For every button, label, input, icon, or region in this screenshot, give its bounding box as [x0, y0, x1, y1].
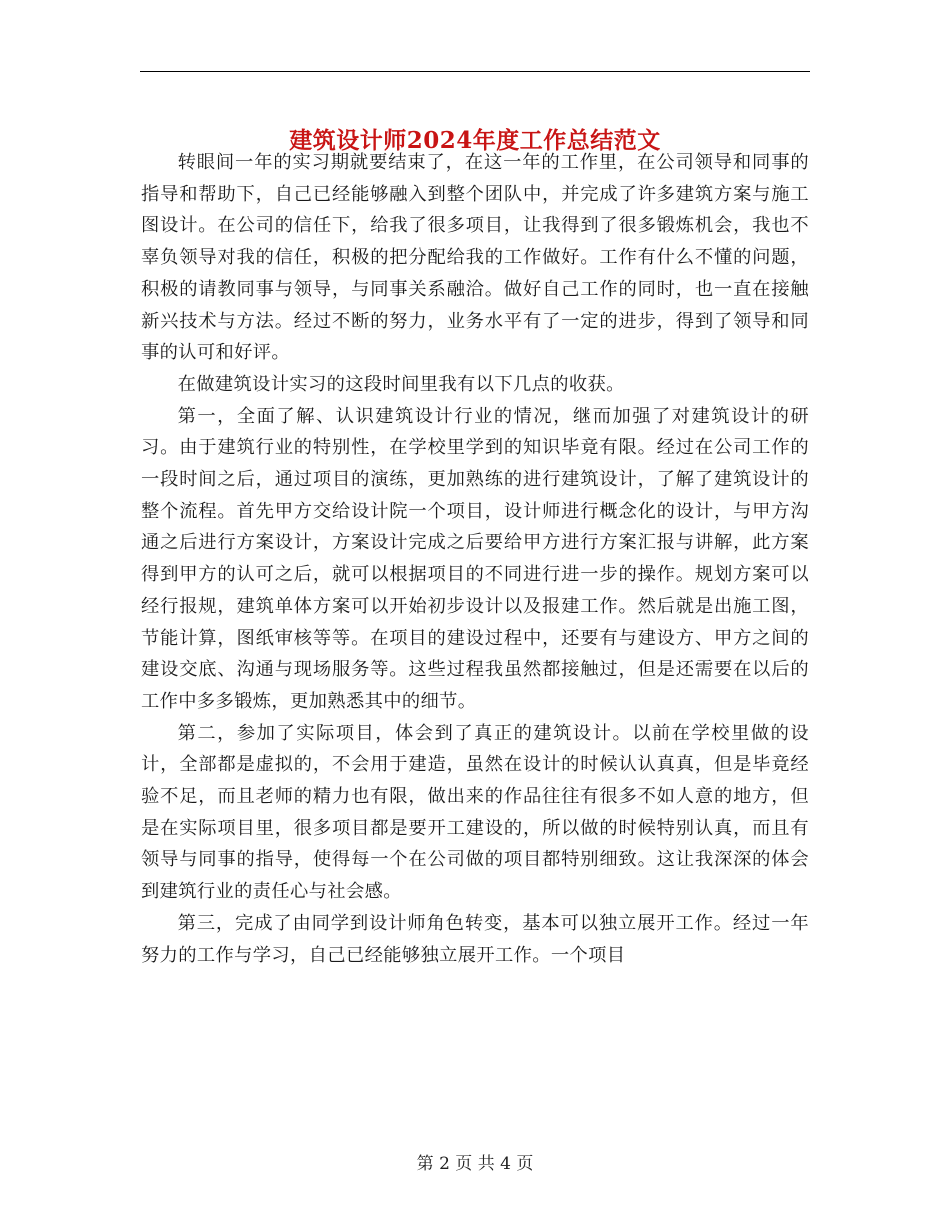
header-rule	[140, 71, 810, 72]
document-title: 建筑设计师2024年度工作总结范文	[289, 127, 661, 155]
paragraph-point-three: 第三，完成了由同学到设计师角色转变，基本可以独立展开工作。经过一年努力的工作与学习，自己已经能够独立展开工作。一个项目	[141, 912, 809, 966]
document-body	[141, 147, 809, 971]
page-number-footer: 第 2 页 共 4 页	[416, 1154, 534, 1174]
paragraph-point-one: 第一，全面了解、认识建筑设计行业的情况，继而加强了对建筑设计的研习。由于建筑行业的特别性，在学校里学到的知识毕竟有限。经过在公司工作的一段时间之后，通过项目的演练，更加熟练的进行建筑设计，了解了建筑设计的整个流程。首先甲方交给设计院一个项目，设计师进行概念化的设计，与甲方沟通之后进行方案设计，方案设计完成之后要给甲方进行方案汇报与讲解，此方案得到甲方的认可之后，就可以根据项目的不同进行进一步的操作。规划方案可以经行报规，建筑单体方案可以开始初步设计以及报建工作。然后就是出施工图，节能计算，图纸审核等等。在项目的建设过程中，还要有与建设方、甲方之间的建设交底、沟通与现场服务等。这些过程我虽然都接触过，但是还需要在以后的工作中多多锻炼，更加熟悉其中的细节。	[141, 405, 809, 712]
paragraph-intro: 转眼间一年的实习期就要结束了，在这一年的工作里，在公司领导和同事的指导和帮助下，自己已经能够融入到整个团队中，并完成了许多建筑方案与施工图设计。在公司的信任下，给我了很多项目，让我得到了很多锻炼机会，我也不辜负领导对我的信任，积极的把分配给我的工作做好。工作有什么不懂的问题，积极的请教同事与领导，与同事关系融洽。做好自己工作的同时，也一直在接触新兴技术与方法。经过不断的努力，业务水平有了一定的进步，得到了领导和同事的认可和好评。	[141, 152, 809, 364]
paragraph-summary-lead: 在做建筑设计实习的这段时间里我有以下几点的收获。	[177, 373, 625, 395]
paragraph-point-two: 第二，参加了实际项目，体会到了真正的建筑设计。以前在学校里做的设计，全部都是虚拟的，不会用于建造，虽然在设计的时候认认真真，但是毕竟经验不足，而且老师的精力也有限，做出来的作品往往有很多不如人意的地方，但是在实际项目里，很多项目都是要开工建设的，所以做的时候特别认真，而且有领导与同事的指导，使得每一个在公司做的项目都特别细致。这让我深深的体会到建筑行业的责任心与社会感。	[141, 722, 809, 903]
